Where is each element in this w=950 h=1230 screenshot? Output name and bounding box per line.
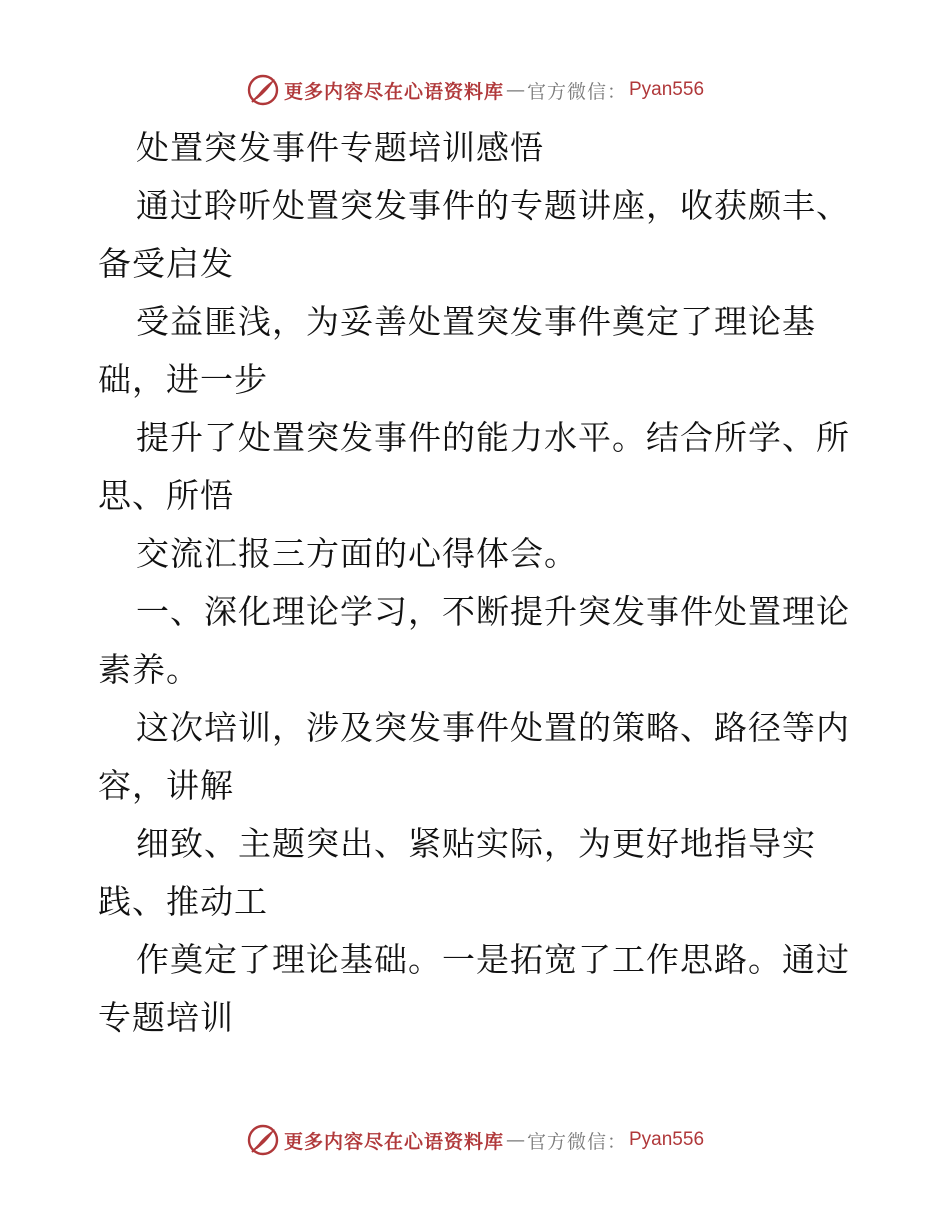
banner-dash: —	[505, 1129, 525, 1151]
paragraph-line: 础，进一步	[98, 360, 268, 399]
banner-title: 更多内容尽在心语资料库	[283, 1130, 504, 1153]
paragraph-line: 践、推动工	[98, 882, 268, 921]
paragraph-line: 通过聆听处置突发事件的专题讲座，收获颇丰、	[136, 186, 850, 225]
banner-wechat-label: 官方微信：	[526, 80, 627, 103]
banner-dash: —	[505, 79, 525, 101]
feather-pen-circle-icon	[246, 1123, 280, 1157]
paragraph-line: 思、所悟	[98, 476, 234, 515]
banner-wechat-label: 官方微信：	[526, 1130, 627, 1153]
section-heading-continued: 素养。	[98, 650, 200, 689]
document-title: 处置突发事件专题培训感悟	[136, 128, 544, 167]
header-banner	[0, 70, 950, 110]
paragraph-line: 细致、主题突出、紧贴实际，为更好地指导实	[136, 824, 816, 863]
banner-title: 更多内容尽在心语资料库	[283, 80, 504, 103]
paragraph-line: 备受启发	[98, 244, 234, 283]
paragraph-line: 作奠定了理论基础。一是拓宽了工作思路。通过	[136, 940, 850, 979]
banner-wechat-id: Pyan556	[629, 1129, 705, 1150]
section-heading: 一、深化理论学习，不断提升突发事件处置理论	[136, 592, 850, 631]
banner-wechat-id: Pyan556	[629, 79, 705, 100]
feather-pen-circle-icon	[246, 73, 280, 107]
paragraph-line: 专题培训	[98, 998, 234, 1037]
paragraph-line: 提升了处置突发事件的能力水平。结合所学、所	[136, 418, 850, 457]
paragraph-line: 这次培训，涉及突发事件处置的策略、路径等内	[136, 708, 850, 747]
footer-banner	[0, 1120, 950, 1160]
paragraph-line: 受益匪浅，为妥善处置突发事件奠定了理论基	[136, 302, 816, 341]
paragraph-line: 交流汇报三方面的心得体会。	[136, 534, 578, 573]
paragraph-line: 容，讲解	[98, 766, 234, 805]
